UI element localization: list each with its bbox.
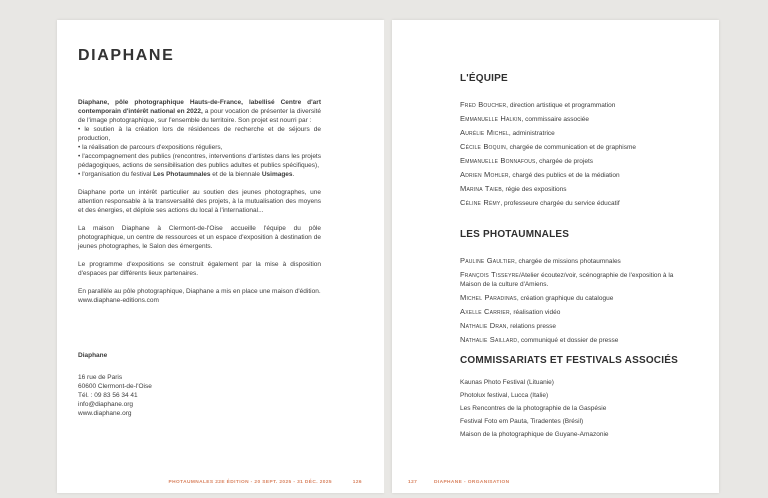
footer-edition-text: PHOTAUMNALES 22E ÉDITION - 20 SEPT. 2025 - 31 DÉC. 2025 [168, 480, 332, 485]
member-role: , réalisation vidéo [509, 309, 561, 316]
member-role: , administratrice [508, 130, 555, 137]
member-name: Emmanuelle Bonnafous [460, 156, 536, 165]
team-member-row [460, 270, 678, 289]
member-role: , professeure chargée du service éducatif [500, 200, 620, 207]
editions-url-text[interactable]: www.diaphane-editions.com [78, 297, 159, 304]
team-member-row [460, 114, 678, 124]
bullet-item [78, 170, 321, 179]
left-page [57, 20, 384, 493]
member-name: Axelle Carrier [460, 307, 510, 316]
member-name: Nathalie Dran [460, 321, 507, 330]
intro-bold-text: Diaphane, pôle photographique Hauts-de-France, labellisé Centre d'art contemporain d'intérêt national en 2022, [78, 99, 321, 115]
bullet-text: et de la biennale [210, 171, 262, 178]
intro-paragraph [78, 98, 321, 125]
page-gutter [384, 20, 392, 493]
email-link[interactable]: info@diaphane.org [78, 401, 134, 408]
festival-item: Festival Foto em Pauta, Tiradentes (Brésil) [460, 418, 584, 425]
address-city: 60600 Clermont-de-l'Oise [78, 383, 152, 390]
festival-item: Photolux festival, Lucca (Italie) [460, 392, 549, 399]
member-name: François Tisseyre [460, 270, 519, 279]
festival-item: Maison de la photographique de Guyane-Amazonie [460, 431, 609, 438]
member-role: /Atelier écoutez/voir, scénographie de l'exposition à la Maison de la culture d'Amiens. [460, 272, 674, 288]
member-role: , chargée de projets [535, 158, 593, 165]
member-role: , commissaire associée [521, 116, 590, 123]
body-paragraph: La maison Diaphane à Clermont-de-l'Oise accueille l'équipe du pôle photographique, un centre de ressources et un espace d'exposition à destination de jeunes photographes, le Salon des émergents. [78, 225, 321, 250]
team-member-row [460, 256, 678, 266]
team-member-row [460, 335, 678, 345]
member-name: Nathalie Saillard [460, 335, 518, 344]
member-role: , chargée de missions photaumnales [514, 258, 621, 265]
team-member-row [460, 156, 678, 166]
member-name: Adrien Mohler [460, 170, 509, 179]
address-street: 16 rue de Paris [78, 374, 123, 381]
member-name: Michel Paradinas [460, 293, 517, 302]
phone-line: Tél. : 09 83 56 34 41 [78, 392, 138, 399]
team-member-row [460, 184, 678, 194]
body-paragraph: Diaphane porte un intérêt particulier au soutien des jeunes photographes, une attention responsable à la transversalité des projets, à la mutualisation des moyens et des énergies, et déploie ses actions du local à l'international... [78, 189, 321, 214]
member-role: , direction artistique et programmation [506, 102, 616, 109]
team-member-row [460, 142, 678, 152]
right-page-content [460, 73, 678, 443]
festival-item: Les Rencontres de la photographie de la Gaspésie [460, 405, 607, 412]
team-member-row [460, 128, 678, 138]
member-role: , régie des expositions [501, 186, 567, 193]
member-name: Emmanuelle Halkin [460, 114, 522, 123]
biennale-name-bold: Usimages [261, 171, 293, 178]
right-page [392, 20, 719, 493]
member-role: , chargé des publics et de la médiation [508, 172, 620, 179]
team-member-row [460, 100, 678, 110]
body-paragraph: Le programme d'expositions se construit également par la mise à disposition d'espaces par différents lieux partenaires. [78, 261, 321, 277]
bullet-item: • l'accompagnement des publics (rencontres, interventions d'artistes dans les projets pédagogiques, actions de sensibilisation des publics adultes et publics spécifiques), [78, 153, 321, 169]
member-role: , création graphique du catalogue [516, 295, 614, 302]
page-number-left: 126 [352, 480, 362, 485]
editions-website-link[interactable] [78, 296, 321, 305]
member-name: Fred Boucher [460, 100, 507, 109]
footer-section-text: DIAPHANE - ORGANISATION [434, 480, 510, 485]
member-role: , relations presse [506, 323, 557, 330]
team-member-row [460, 198, 678, 208]
section-commissariats [460, 355, 678, 439]
team-member-row [460, 170, 678, 180]
bullet-text: • l'organisation du festival [78, 171, 154, 178]
contact-name: Diaphane [78, 352, 108, 359]
member-name: Aurélie Michel [460, 128, 509, 137]
body-copy [78, 98, 321, 305]
festival-item: Kaunas Photo Festival (Lituanie) [460, 379, 554, 386]
website-link[interactable]: www.diaphane.org [78, 410, 132, 417]
bullet-item: • le soutien à la création lors de résidences de recherche et de séjours de production, [78, 126, 321, 142]
body-paragraph: En parallèle au pôle photographique, Diaphane a mis en place une maison d'édition. [78, 288, 321, 295]
festival-name-bold: Les Photaumnales [153, 171, 211, 178]
page-number-right: 127 [408, 480, 418, 485]
page-title: DIAPHANE [78, 47, 175, 64]
member-name: Cécile Boquin [460, 142, 506, 151]
team-member-row [460, 307, 678, 317]
member-role: , chargée de communication et de graphisme [505, 144, 637, 151]
section-equipe [460, 73, 678, 208]
section-heading-commissariats: COMMISSARIATS ET FESTIVALS ASSOCIÉS [460, 355, 678, 366]
bullet-item: • la réalisation de parcours d'expositions réguliers, [78, 144, 223, 151]
member-name: Pauline Gaultier [460, 256, 515, 265]
member-role: , communiqué et dossier de presse [517, 337, 619, 344]
team-member-row [460, 293, 678, 303]
section-heading-equipe: L'ÉQUIPE [460, 73, 508, 84]
intro-rest-text: a pour vocation de présenter la diversité de l'image photographique, sur l'ensemble du territoire. Son projet est nourri par : [78, 108, 321, 124]
team-member-row [460, 321, 678, 331]
section-heading-photaumnales: LES PHOTAUMNALES [460, 229, 570, 240]
contact-block [78, 351, 152, 418]
member-name: Marina Taieb [460, 184, 502, 193]
member-name: Céline Rémy [460, 198, 501, 207]
bullet-text: . [292, 171, 295, 178]
section-photaumnales [460, 229, 678, 345]
